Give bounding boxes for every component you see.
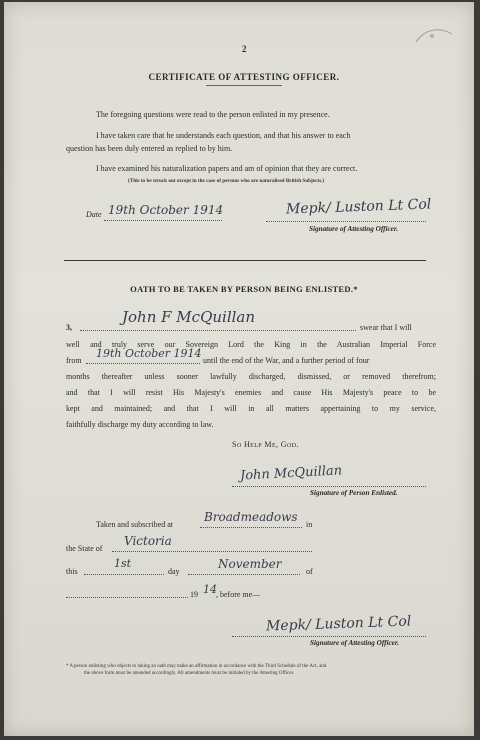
oath-line-1-tail: swear that I will [360, 323, 412, 332]
footnote-line-2: the above form must be amended accordingly. All amendments must be initialed by the Attesting Officer. [84, 671, 295, 676]
year-value: 14 [203, 583, 217, 596]
year-prefix: 19 [190, 590, 198, 599]
oath-number: 3, [66, 323, 72, 332]
section-divider [64, 260, 426, 261]
month-line [188, 574, 300, 575]
date-value: 19th October 1914 [108, 203, 224, 217]
day-line [84, 574, 164, 575]
place-line [200, 527, 302, 528]
attesting-signature-line-2 [232, 636, 426, 637]
oath-line-2: well and truly serve our Sovereign Lord the King in the Australian Imperial Force [66, 340, 436, 349]
certificate-para-2-line-1: I have taken care that he understands each question, and that his answer to each [96, 131, 351, 140]
before-me-label: , before me— [216, 590, 261, 599]
oath-line-6: kept and maintained; and that I will in all matters appertaining to my service, [66, 404, 436, 413]
date-label: Date [86, 210, 102, 219]
attesting-signature-label-1: Signature of Attesting Officer. [309, 225, 399, 233]
attesting-officer-signature-2: Mepk/ Luston Lt Col [265, 613, 412, 635]
taken-subscribed-label: Taken and subscribed at [96, 520, 173, 529]
oath-line-4: months thereafter unless sooner lawfully discharged, dismissed, or removed therefrom; [66, 372, 436, 381]
place-value: Broadmeadows [204, 510, 298, 524]
certificate-title: CERTIFICATE OF ATTESTING OFFICER. [148, 72, 340, 82]
month-value: November [218, 557, 282, 571]
attesting-signature-label-2: Signature of Attesting Officer. [310, 639, 400, 647]
oath-date-line [86, 363, 200, 364]
certificate-para-2-line-2: question has been duly entered as replied to by him. [66, 144, 233, 153]
of-label: of [306, 567, 313, 576]
state-label: the State of [66, 544, 103, 553]
date-line [104, 220, 222, 221]
name-line [80, 330, 356, 331]
certificate-para-1: The foregoing questions were read to the person enlisted in my presence. [96, 110, 330, 119]
oath-line-3-tail: until the end of the War, and a further period of four [203, 356, 370, 365]
oath-line-3-prefix: from [66, 356, 82, 365]
day-value: 1st [114, 557, 132, 570]
in-label: in [306, 520, 313, 529]
enlistee-signature-line [232, 486, 426, 487]
oath-line-5: and that I will resist His Majesty's enemies and cause His Majesty's peace to be [66, 388, 436, 397]
oath-line-7: faithfully discharge my duty according to law. [66, 420, 214, 429]
oath-title: OATH TO BE TAKEN BY PERSON BEING ENLISTED.* [130, 284, 358, 294]
enlistee-signature-label: Signature of Person Enlisted. [310, 489, 398, 497]
document-page [4, 2, 474, 736]
certificate-para-3: I have examined his naturalization papers and am of opinion that they are correct. [96, 164, 358, 173]
attesting-officer-signature-1: Mepk/ Luston Lt Col [285, 196, 432, 218]
enlistee-name: John F McQuillan [122, 308, 256, 326]
attesting-signature-line-1 [266, 221, 426, 222]
day-label: day [168, 567, 180, 576]
title-underline [206, 85, 282, 86]
oath-start-date: 19th October 1914 [96, 347, 202, 360]
naturalisation-note: (This to be struck out except in the case of persons who are naturalised British Subjects.) [128, 178, 325, 184]
state-value: Victoria [124, 534, 172, 548]
enlistee-signature: John McQuillan [239, 463, 343, 484]
ink-stain-mark [404, 16, 464, 56]
state-line [112, 551, 312, 552]
year-lead-line [66, 597, 188, 598]
page-number: 2 [242, 44, 247, 54]
this-label: this [66, 567, 78, 576]
footnote-line-1: * A person enlisting who objects to taking an oath may make an affirmation in accordance with the Third Schedule of the Act, and [66, 664, 327, 669]
oath-closing: So Help Me, God. [232, 440, 299, 449]
